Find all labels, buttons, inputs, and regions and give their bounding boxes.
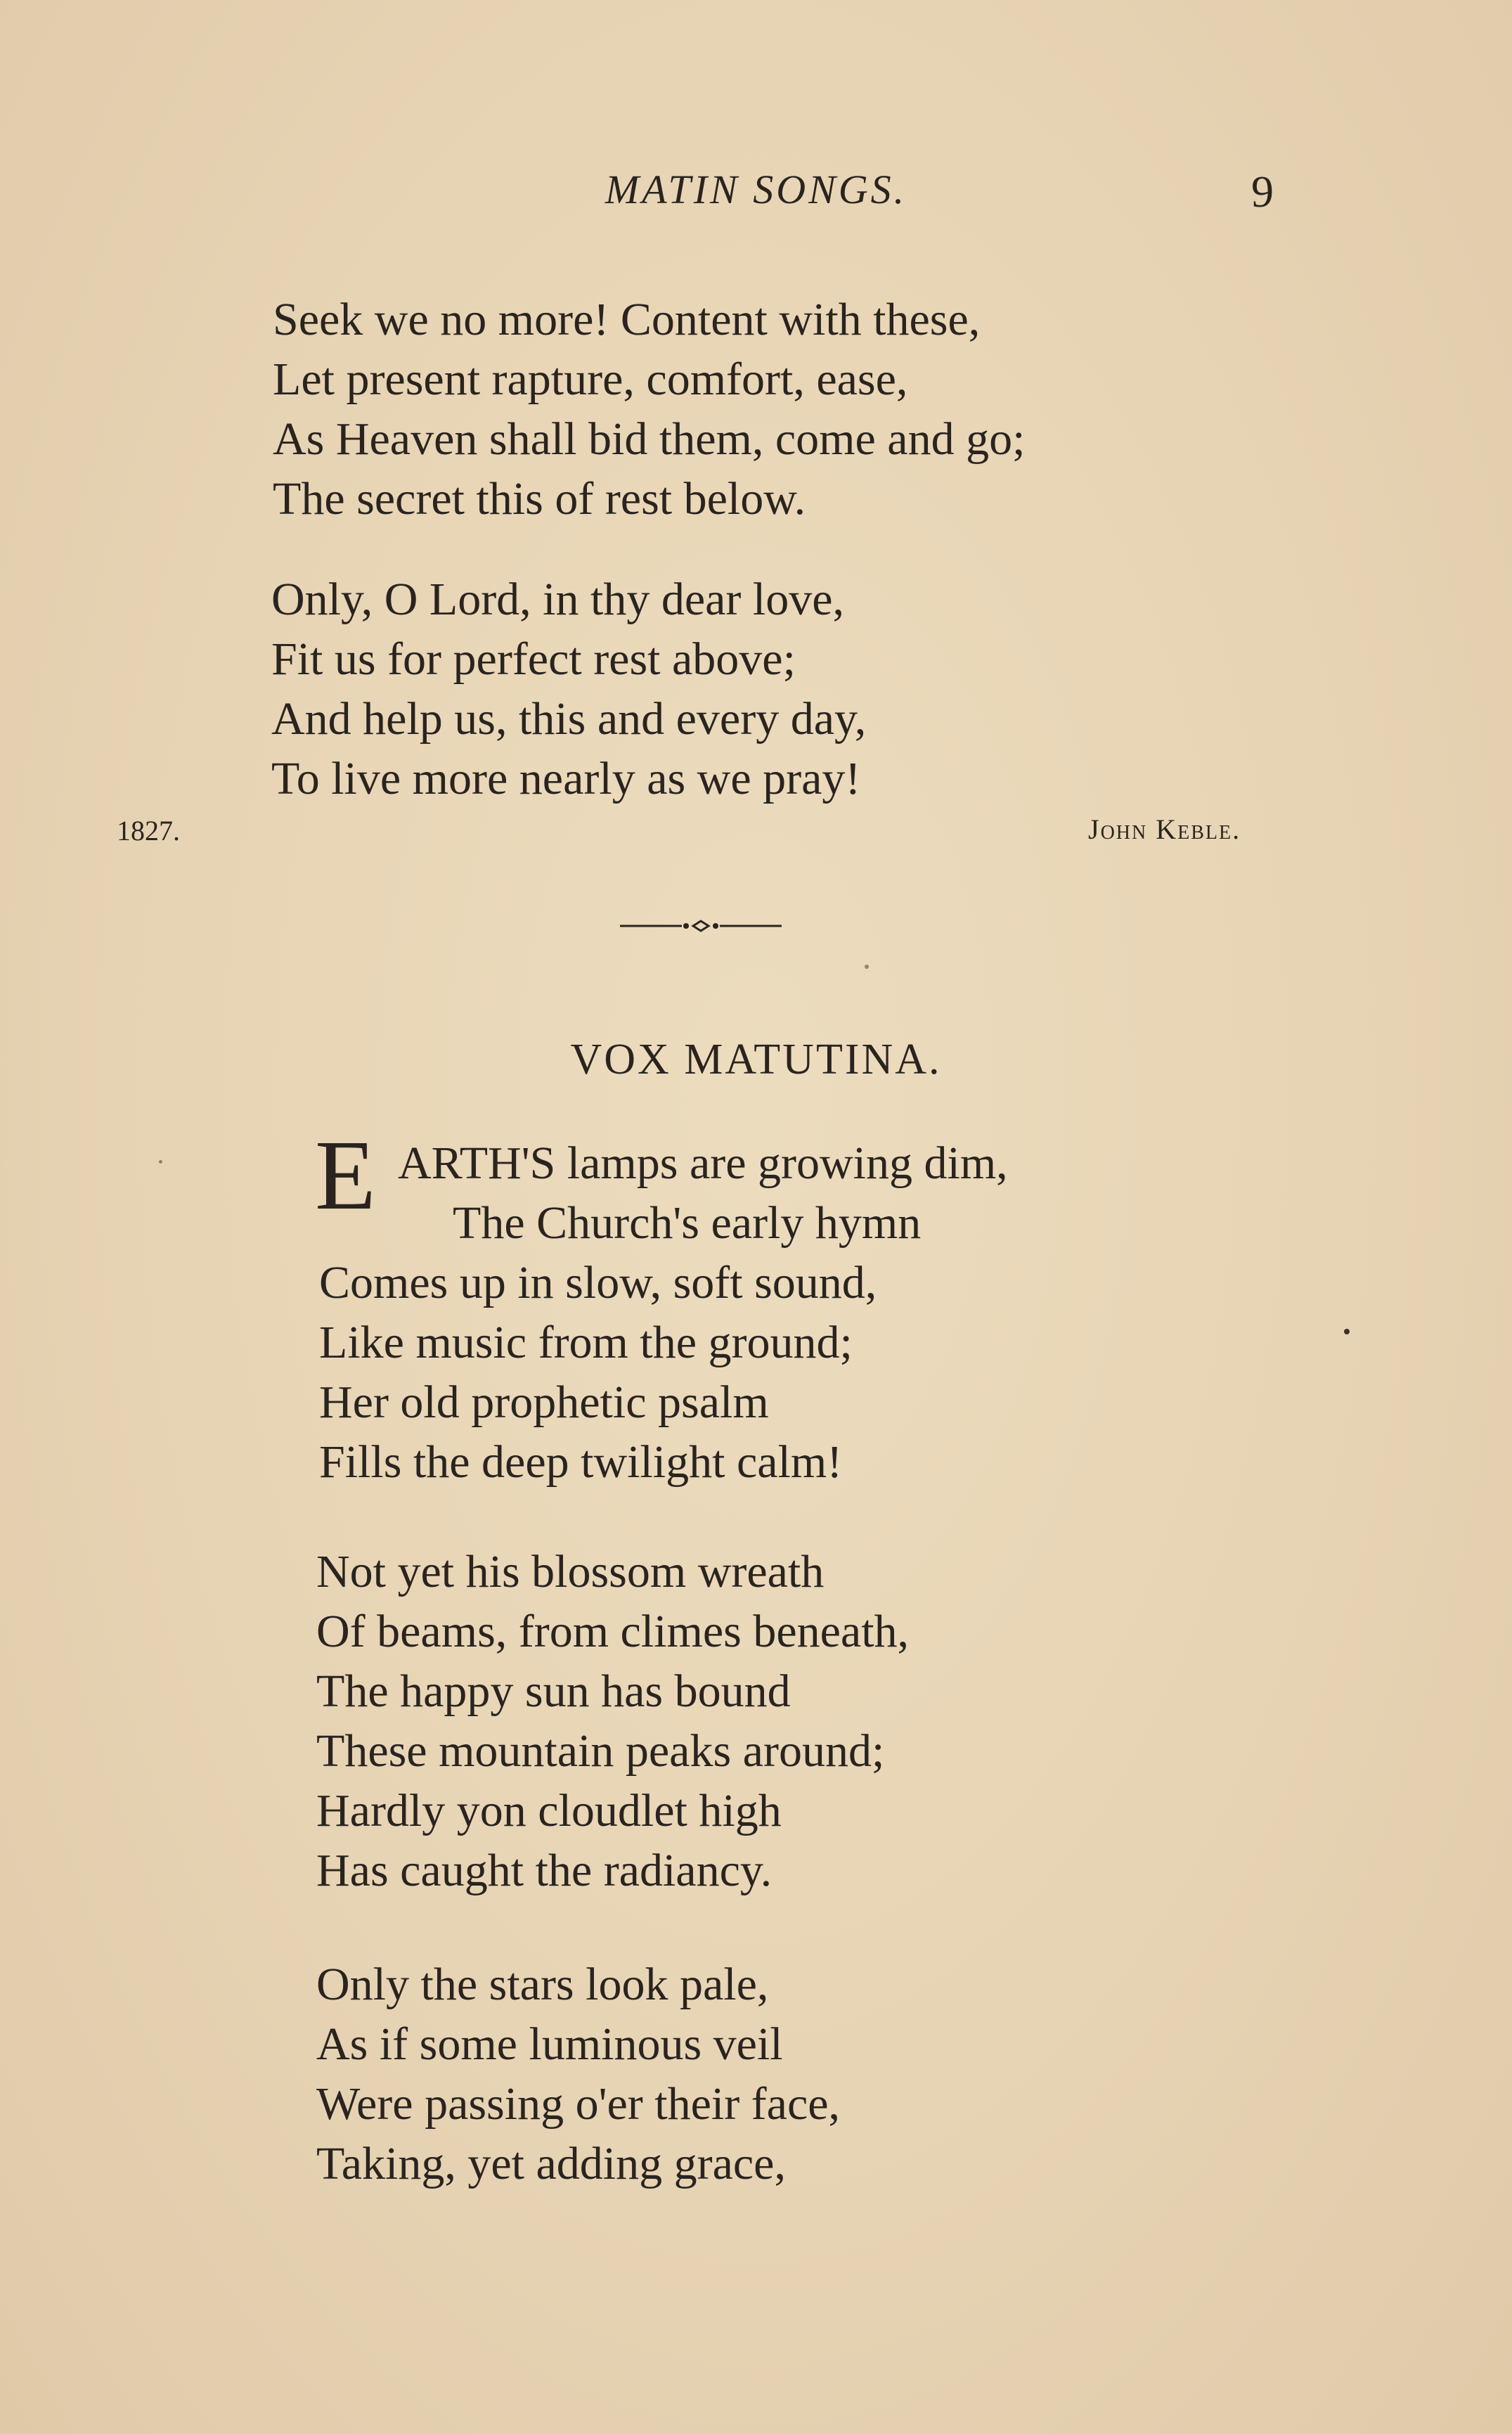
- verse-line: Were passing o'er their face,: [316, 2078, 841, 2130]
- verse-line: These mountain peaks around;: [316, 1725, 885, 1777]
- verse-line: Fills the deep twilight calm!: [319, 1436, 843, 1488]
- verse-line: Comes up in slow, soft sound,: [319, 1257, 877, 1308]
- drop-cap: E: [315, 1119, 376, 1230]
- verse-line: Taking, yet adding grace,: [316, 2138, 786, 2189]
- poem1-stanza-1: [273, 290, 1025, 529]
- verse-line: To live more nearly as we pray!: [271, 753, 861, 804]
- poem2-stanza-3: [316, 1955, 840, 2194]
- verse-line-first: ARTH'S lamps are growing dim,: [398, 1138, 1008, 1189]
- verse-line: Her old prophetic psalm: [319, 1377, 769, 1428]
- verse-line: Fit us for perfect rest above;: [271, 633, 796, 685]
- verse-line: Seek we no more! Content with these,: [273, 294, 981, 345]
- paper-speck: [865, 965, 869, 969]
- verse-line: As Heaven shall bid them, come and go;: [273, 413, 1026, 465]
- paper-speck: [1344, 1329, 1350, 1334]
- poem-author: John Keble.: [1088, 813, 1241, 845]
- verse-line: The Church's early hymn: [453, 1197, 922, 1249]
- page-number: 9: [1251, 167, 1274, 217]
- verse-line: Has caught the radiancy.: [316, 1845, 773, 1896]
- poem-date: 1827.: [117, 815, 180, 846]
- poem-title: VOX MATUTINA.: [570, 1036, 942, 1083]
- verse-line: And help us, this and every day,: [271, 693, 867, 745]
- verse-line: Only, O Lord, in thy dear love,: [271, 574, 845, 625]
- poem2-stanza-2: [316, 1542, 909, 1900]
- verse-line: As if some luminous veil: [316, 2018, 783, 2070]
- verse-line: Only the stars look pale,: [316, 1959, 769, 2010]
- verse-line: Not yet his blossom wreath: [316, 1546, 825, 1597]
- paper-speck: [159, 1160, 162, 1164]
- verse-line: The happy sun has bound: [316, 1666, 791, 1717]
- verse-line: Let present rapture, comfort, ease,: [273, 354, 908, 405]
- verse-line: Hardly yon cloudlet high: [316, 1785, 782, 1836]
- poem1-stanza-2: [271, 569, 866, 809]
- verse-line: Like music from the ground;: [319, 1317, 853, 1368]
- running-title: MATIN SONGS.: [605, 167, 907, 212]
- verse-line: The secret this of rest below.: [273, 473, 806, 524]
- verse-line: Of beams, from climes beneath,: [316, 1606, 910, 1657]
- poem2-stanza-1: [319, 1193, 921, 1492]
- divider-ornament-icon: [620, 915, 782, 936]
